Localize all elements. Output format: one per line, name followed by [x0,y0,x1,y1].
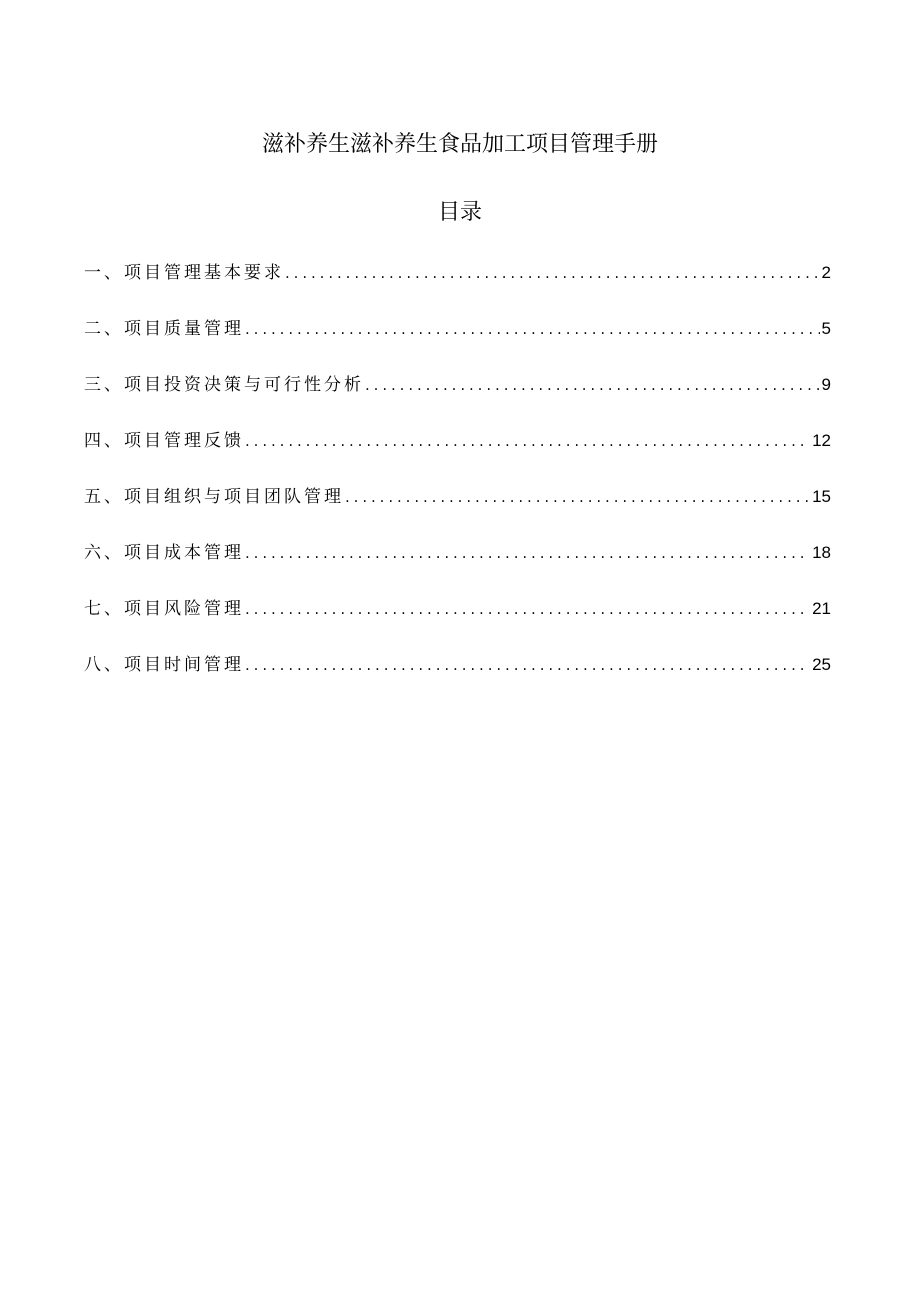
toc-dot-leader [284,258,820,288]
toc-page-number: 5 [821,319,831,338]
toc-entry[interactable] [84,426,831,482]
toc-entry-label: 二、项目质量管理 [84,319,244,339]
toc-dot-leader [244,314,820,344]
toc-page-number: 21 [812,599,831,618]
document-title: 滋补养生滋补养生食品加工项目管理手册 [261,132,658,157]
toc-dot-leader [364,370,820,400]
toc-entry[interactable] [84,258,831,314]
toc-dot-leader [244,650,810,680]
toc-entry-label: 四、项目管理反馈 [84,431,244,451]
toc-entry[interactable] [84,538,831,594]
toc-entry-label: 六、项目成本管理 [84,543,244,563]
toc-entry-label: 一、项目管理基本要求 [84,263,284,283]
toc-page-number: 25 [812,655,831,674]
toc-dot-leader [244,538,810,568]
toc-entry[interactable] [84,370,831,426]
toc-entry[interactable] [84,314,831,370]
toc-entry-label: 三、项目投资决策与可行性分析 [84,375,364,395]
toc-dot-leader [244,594,810,624]
toc-page-number: 18 [812,543,831,562]
table-of-contents [84,258,831,706]
toc-page-number: 9 [821,375,831,394]
toc-entry-label: 七、项目风险管理 [84,599,244,619]
toc-entry[interactable] [84,650,831,706]
toc-heading: 目录 [437,200,482,225]
toc-dot-leader [244,426,810,456]
toc-entry[interactable] [84,482,831,538]
toc-page-number: 12 [812,431,831,450]
toc-dot-leader [344,482,810,512]
toc-page-number: 2 [821,263,831,282]
toc-entry[interactable] [84,594,831,650]
toc-entry-label: 五、项目组织与项目团队管理 [84,487,344,507]
toc-entry-label: 八、项目时间管理 [84,655,244,675]
toc-page-number: 15 [812,487,831,506]
